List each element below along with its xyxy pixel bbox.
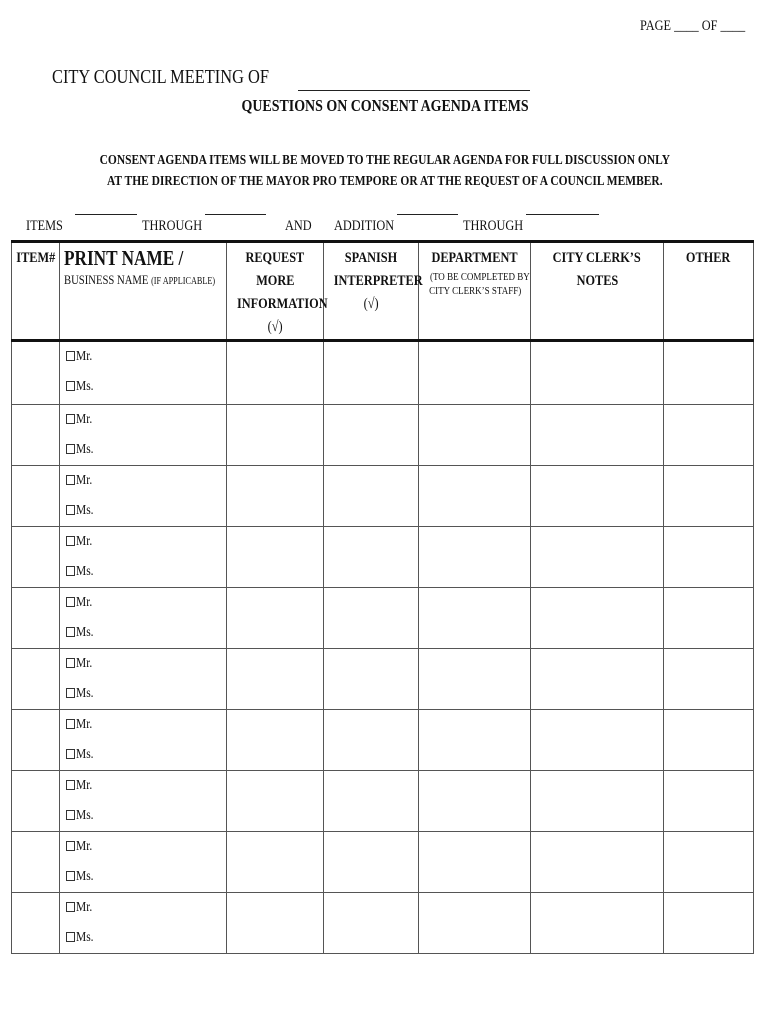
item-number-cell[interactable]: [12, 341, 60, 405]
salutation-label: Mr.: [76, 717, 93, 732]
salutation-label: Ms.: [76, 930, 94, 945]
item-number-cell[interactable]: [12, 893, 60, 954]
ms-option[interactable]: [66, 557, 226, 587]
salutation-label: Ms.: [76, 564, 94, 579]
item-number-cell[interactable]: [12, 588, 60, 649]
spanish-interpreter-cell[interactable]: [324, 405, 419, 466]
department-cell[interactable]: [419, 527, 531, 588]
spanish-interpreter-cell[interactable]: [324, 771, 419, 832]
request-info-cell[interactable]: [227, 832, 324, 893]
checkbox-icon[interactable]: [66, 536, 75, 546]
name-cell[interactable]: [60, 832, 227, 893]
salutation-label: Ms.: [76, 869, 94, 884]
mr-option[interactable]: [66, 405, 226, 435]
ms-option[interactable]: [66, 740, 226, 770]
meeting-date-field[interactable]: [298, 90, 530, 91]
mr-option[interactable]: [66, 771, 226, 801]
name-cell[interactable]: [60, 405, 227, 466]
addition-to-field[interactable]: [526, 214, 599, 215]
checkbox-icon[interactable]: [66, 444, 75, 454]
salutation-label: Mr.: [76, 839, 93, 854]
header-city-clerk-notes: CITY CLERK’S NOTES: [531, 242, 664, 341]
checkbox-icon[interactable]: [66, 688, 75, 698]
salutation-label: Mr.: [76, 900, 93, 915]
items-to-field[interactable]: [205, 214, 266, 215]
request-info-cell[interactable]: [227, 710, 324, 771]
request-info-cell[interactable]: [227, 466, 324, 527]
table-row: [12, 466, 754, 527]
request-info-cell[interactable]: [227, 341, 324, 405]
page-number-label: PAGE ____ OF ____: [640, 18, 746, 34]
other-cell[interactable]: [664, 649, 754, 710]
checkbox-icon[interactable]: [66, 719, 75, 729]
salutation-label: Ms.: [76, 503, 94, 518]
item-number-cell[interactable]: [12, 527, 60, 588]
checkbox-icon[interactable]: [66, 475, 75, 485]
items-through-label: THROUGH: [142, 218, 203, 234]
name-cell[interactable]: [60, 710, 227, 771]
mr-option[interactable]: [66, 832, 226, 862]
department-cell[interactable]: [419, 893, 531, 954]
checkbox-icon[interactable]: [66, 932, 75, 942]
request-info-cell[interactable]: [227, 771, 324, 832]
table-row: [12, 771, 754, 832]
addition-from-field[interactable]: [397, 214, 458, 215]
clerk-notes-cell[interactable]: [531, 341, 664, 405]
mr-option[interactable]: [66, 710, 226, 740]
checkbox-icon[interactable]: [66, 810, 75, 820]
checkbox-icon[interactable]: [66, 627, 75, 637]
consent-questions-table: [11, 240, 754, 954]
salutation-label: Mr.: [76, 778, 93, 793]
addition-through-label: THROUGH: [463, 218, 524, 234]
form-title: QUESTIONS ON CONSENT AGENDA ITEMS: [241, 96, 529, 115]
clerk-notes-cell[interactable]: [531, 710, 664, 771]
clerk-notes-cell[interactable]: [531, 588, 664, 649]
salutation-label: Ms.: [76, 686, 94, 701]
spanish-interpreter-cell[interactable]: [324, 527, 419, 588]
mr-option[interactable]: [66, 649, 226, 679]
ms-option[interactable]: [66, 496, 226, 526]
clerk-notes-cell[interactable]: [531, 466, 664, 527]
mr-option[interactable]: [66, 527, 226, 557]
department-cell[interactable]: [419, 771, 531, 832]
spanish-interpreter-cell[interactable]: [324, 341, 419, 405]
other-cell[interactable]: [664, 771, 754, 832]
request-info-cell[interactable]: [227, 588, 324, 649]
spanish-interpreter-cell[interactable]: [324, 466, 419, 527]
request-info-cell[interactable]: [227, 527, 324, 588]
item-number-cell[interactable]: [12, 649, 60, 710]
ms-option[interactable]: [66, 435, 226, 465]
table-row: [12, 893, 754, 954]
header-other: OTHER: [664, 242, 754, 341]
checkbox-icon[interactable]: [66, 749, 75, 759]
salutation-label: Ms.: [76, 442, 94, 457]
clerk-notes-cell[interactable]: [531, 832, 664, 893]
table-row: [12, 405, 754, 466]
request-info-cell[interactable]: [227, 405, 324, 466]
clerk-notes-cell[interactable]: [531, 893, 664, 954]
table-row: [12, 588, 754, 649]
other-cell[interactable]: [664, 466, 754, 527]
table-header-row: [12, 242, 754, 341]
checkbox-icon[interactable]: [66, 780, 75, 790]
table-row: [12, 710, 754, 771]
clerk-notes-cell[interactable]: [531, 771, 664, 832]
salutation-label: Mr.: [76, 349, 93, 364]
item-number-cell[interactable]: [12, 710, 60, 771]
salutation-label: Mr.: [76, 412, 93, 427]
header-spanish-interpreter: SPANISH INTERPRETER (√): [324, 242, 419, 341]
consent-notice: CONSENT AGENDA ITEMS WILL BE MOVED TO THE REGULAR AGENDA FOR FULL DISCUSSION ONLY AT THE DIRECTION OF THE MAYOR PRO TEMPORE OR AT THE REQUEST OF A COUNCIL MEMBER.: [99, 153, 671, 189]
table-row: [12, 527, 754, 588]
and-label: AND: [285, 218, 312, 234]
name-cell[interactable]: [60, 588, 227, 649]
salutation-label: Mr.: [76, 534, 93, 549]
name-cell[interactable]: [60, 649, 227, 710]
salutation-label: Mr.: [76, 473, 93, 488]
checkbox-icon[interactable]: [66, 658, 75, 668]
ms-option[interactable]: [66, 679, 226, 709]
spanish-interpreter-cell[interactable]: [324, 832, 419, 893]
department-cell[interactable]: [419, 710, 531, 771]
ms-option[interactable]: [66, 618, 226, 648]
header-print-name: PRINT NAME / BUSINESS NAME (IF APPLICABLE): [60, 242, 227, 341]
name-cell[interactable]: [60, 527, 227, 588]
name-cell[interactable]: [60, 466, 227, 527]
department-cell[interactable]: [419, 649, 531, 710]
spanish-interpreter-cell[interactable]: [324, 893, 419, 954]
items-label: ITEMS: [26, 218, 63, 234]
checkbox-icon[interactable]: [66, 414, 75, 424]
items-from-field[interactable]: [75, 214, 137, 215]
name-cell[interactable]: [60, 341, 227, 405]
checkbox-icon[interactable]: [66, 381, 75, 391]
header-item-number: ITEM#: [12, 242, 60, 341]
ms-option[interactable]: [66, 862, 226, 892]
salutation-label: Mr.: [76, 656, 93, 671]
table-row: [12, 832, 754, 893]
request-info-cell[interactable]: [227, 893, 324, 954]
department-cell[interactable]: [419, 466, 531, 527]
other-cell[interactable]: [664, 893, 754, 954]
mr-option[interactable]: [66, 466, 226, 496]
clerk-notes-cell[interactable]: [531, 405, 664, 466]
other-cell[interactable]: [664, 832, 754, 893]
spanish-interpreter-cell[interactable]: [324, 710, 419, 771]
department-cell[interactable]: [419, 832, 531, 893]
item-number-cell[interactable]: [12, 405, 60, 466]
checkbox-icon[interactable]: [66, 351, 75, 361]
header-department: DEPARTMENT (TO BE COMPLETED BY CITY CLERK’S STAFF): [419, 242, 531, 341]
other-cell[interactable]: [664, 588, 754, 649]
checkbox-icon[interactable]: [66, 597, 75, 607]
salutation-label: Ms.: [76, 379, 94, 394]
salutation-label: Ms.: [76, 808, 94, 823]
department-cell[interactable]: [419, 588, 531, 649]
item-number-cell[interactable]: [12, 771, 60, 832]
checkbox-icon[interactable]: [66, 871, 75, 881]
spanish-interpreter-cell[interactable]: [324, 588, 419, 649]
meeting-date-label: CITY COUNCIL MEETING OF: [52, 66, 269, 88]
checkbox-icon[interactable]: [66, 902, 75, 912]
salutation-label: Mr.: [76, 595, 93, 610]
other-cell[interactable]: [664, 405, 754, 466]
header-request-more-info: REQUEST MORE INFORMATION (√): [227, 242, 324, 341]
name-cell[interactable]: [60, 893, 227, 954]
ms-option[interactable]: [66, 801, 226, 831]
checkbox-icon[interactable]: [66, 566, 75, 576]
checkbox-icon[interactable]: [66, 505, 75, 515]
ms-option[interactable]: [66, 923, 226, 953]
table-row: [12, 649, 754, 710]
other-cell[interactable]: [664, 710, 754, 771]
checkbox-icon[interactable]: [66, 841, 75, 851]
table-row: [12, 341, 754, 405]
clerk-notes-cell[interactable]: [531, 649, 664, 710]
other-cell[interactable]: [664, 527, 754, 588]
ms-option[interactable]: [66, 372, 226, 402]
item-number-cell[interactable]: [12, 832, 60, 893]
addition-label: ADDITION: [334, 218, 395, 234]
salutation-label: Ms.: [76, 625, 94, 640]
item-number-cell[interactable]: [12, 466, 60, 527]
name-cell[interactable]: [60, 771, 227, 832]
clerk-notes-cell[interactable]: [531, 527, 664, 588]
department-cell[interactable]: [419, 341, 531, 405]
request-info-cell[interactable]: [227, 649, 324, 710]
spanish-interpreter-cell[interactable]: [324, 649, 419, 710]
mr-option[interactable]: [66, 588, 226, 618]
other-cell[interactable]: [664, 341, 754, 405]
department-cell[interactable]: [419, 405, 531, 466]
mr-option[interactable]: [66, 893, 226, 923]
salutation-label: Ms.: [76, 747, 94, 762]
mr-option[interactable]: [66, 342, 226, 372]
